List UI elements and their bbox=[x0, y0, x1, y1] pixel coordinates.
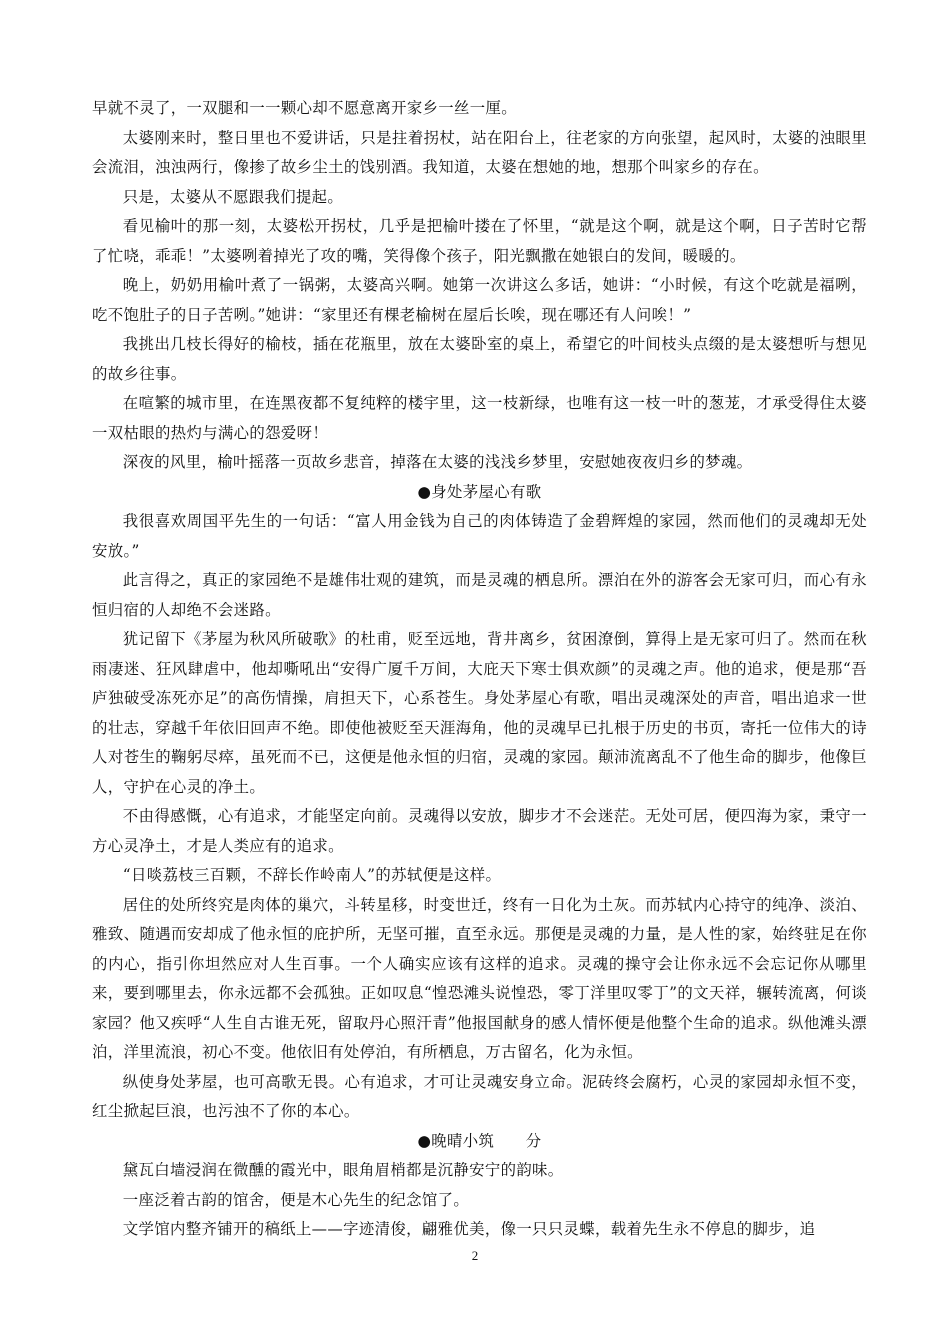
paragraph: 看见榆叶的那一刻，太婆松开拐杖，几乎是把榆叶搂在了怀里，“就是这个啊，就是这个啊，日子苦时它帮了忙哓，乖乖！”太婆咧着掉光了攻的嘴，笑得像个孩子，阳光飘撒在她银白的发间，暖暖的。 bbox=[92, 217, 867, 265]
document-page bbox=[92, 94, 867, 1245]
paragraph: 一座泛着古韵的馆舍，便是木心先生的纪念馆了。 bbox=[122, 1190, 470, 1209]
section-heading: ●身处茅屋心有歌 bbox=[417, 482, 542, 501]
paragraph: 犹记留下《茅屋为秋风所破歌》的杜甫，贬至远地，背井离乡，贫困潦倒，算得上是无家可归了。然而在秋雨凄迷、狂风肆虐中，他却嘶吼出“安得广厦千万间，大庇天下寒士俱欢颜”的灵魂之声。他的追求，便是那“吾庐独破受冻死亦足”的高伤情操，肩担天下，心系苍生。身处茅屋心有歌，唱出灵魂深处的声音，唱出追求一世的壮志，穿越千年依旧回声不绝。即使他被贬至天涯海角，他的灵魂早已扎根于历史的书页，寄托一位伟大的诗人对苍生的鞠躬尽瘁，虽死而不已，这便是他永恒的归宿，灵魂的家园。颠沛流离乱不了他生命的脚步，他像巨人，守护在心灵的净土。 bbox=[92, 630, 867, 796]
page-number: 2 bbox=[471, 1248, 479, 1263]
paragraph: 只是，太婆从不愿跟我们提起。 bbox=[122, 187, 344, 206]
paragraph: 晚上，奶奶用榆叶煮了一锅粥，太婆高兴啊。她第一次讲这么多话，她讲：“小时候，有这个吃就是福咧，吃不饱肚子的日子苦咧。”她讲：“家里还有棵老榆树在屋后长唉，现在哪还有人问唉！” bbox=[92, 276, 867, 324]
paragraph: 深夜的风里，榆叶摇落一页故乡悲音，掉落在太婆的浅浅乡梦里，安慰她夜夜归乡的梦魂。 bbox=[122, 453, 753, 471]
paragraph: 文学馆内整齐铺开的稿纸上——字迹清俊，翩雅优美，像一只只灵蝶，载着先生永不停息的脚步，追 bbox=[122, 1220, 816, 1238]
paragraph: 在喧繁的城市里，在连黑夜都不复纯粹的楼宇里，这一枝新绿，也唯有这一枝一叶的葱茏，才承受得住太婆一双枯眼的热灼与满心的怨爱呀！ bbox=[92, 394, 867, 442]
paragraph: 早就不灵了，一双腿和一一颗心却不愿意离开家乡一丝一厘。 bbox=[92, 99, 517, 117]
paragraph: 黛瓦白墙浸润在微醺的霞光中，眼角眉梢都是沉静安宁的韵味。 bbox=[122, 1161, 564, 1179]
paragraph: 居住的处所终究是肉体的巢穴，斗转星移，时变世迁，终有一日化为土灰。而苏轼内心持守的纯净、淡泊、雅致、随遇而安却成了他永恒的庇护所，无坚可摧，直至永远。那便是灵魂的力量，是人性的家，始终驻足在你的内心，指引你坦然应对人生百事。一个人确实应该有这样的追求。灵魂的操守会让你永远不会忘记你从哪里来，要到哪里去，你永远都不会孤独。正如叹息“惶恐滩头说惶恐，零丁洋里叹零丁”的文天祥，辗转流离，何谈家园？他又疾呼“人生自古谁无死，留取丹心照汗青”他报国献身的感人情怀便是他整个生命的追求。纵他滩头漂泊，洋里流浪，初心不变。他依旧有处停泊，有所栖息，万古留名，化为永恒。 bbox=[92, 895, 867, 1061]
paragraph: 我挑出几枝长得好的榆枝，插在花瓶里，放在太婆卧室的桌上，希望它的叶间枝头点缀的是太婆想听与想见的故乡往事。 bbox=[92, 335, 867, 383]
paragraph: 纵使身处茅屋，也可高歌无畏。心有追求，才可让灵魂安身立命。泥砖终会腐朽，心灵的家园却永恒不变，红尘掀起巨浪，也污浊不了你的本心。 bbox=[92, 1072, 867, 1120]
paragraph: “日啖荔枝三百颗，不辞长作岭南人”的苏轼便是这样。 bbox=[122, 866, 502, 884]
paragraph: 太婆刚来时，整日里也不爱讲话，只是拄着拐杖，站在阳台上，往老家的方向张望，起风时，太婆的浊眼里会流泪，浊浊两行，像掺了故乡尘土的饯别酒。我知道，太婆在想她的地，想那个叫家乡的存在。 bbox=[92, 128, 867, 176]
paragraph: 我很喜欢周国平先生的一句话：“富人用金钱为自己的肉体铸造了金碧辉煌的家园，然而他们的灵魂却无处安放。” bbox=[92, 512, 867, 560]
section-heading: ●晚晴小筑 分 bbox=[417, 1131, 542, 1150]
paragraph: 此言得之，真正的家园绝不是雄伟壮观的建筑，而是灵魂的栖息所。漂泊在外的游客会无家可归，而心有永恒归宿的人却绝不会迷路。 bbox=[92, 571, 867, 619]
paragraph: 不由得感慨，心有追求，才能坚定向前。灵魂得以安放，脚步才不会迷茫。无处可居，便四海为家，秉守一方心灵净土，才是人类应有的追求。 bbox=[92, 807, 867, 855]
